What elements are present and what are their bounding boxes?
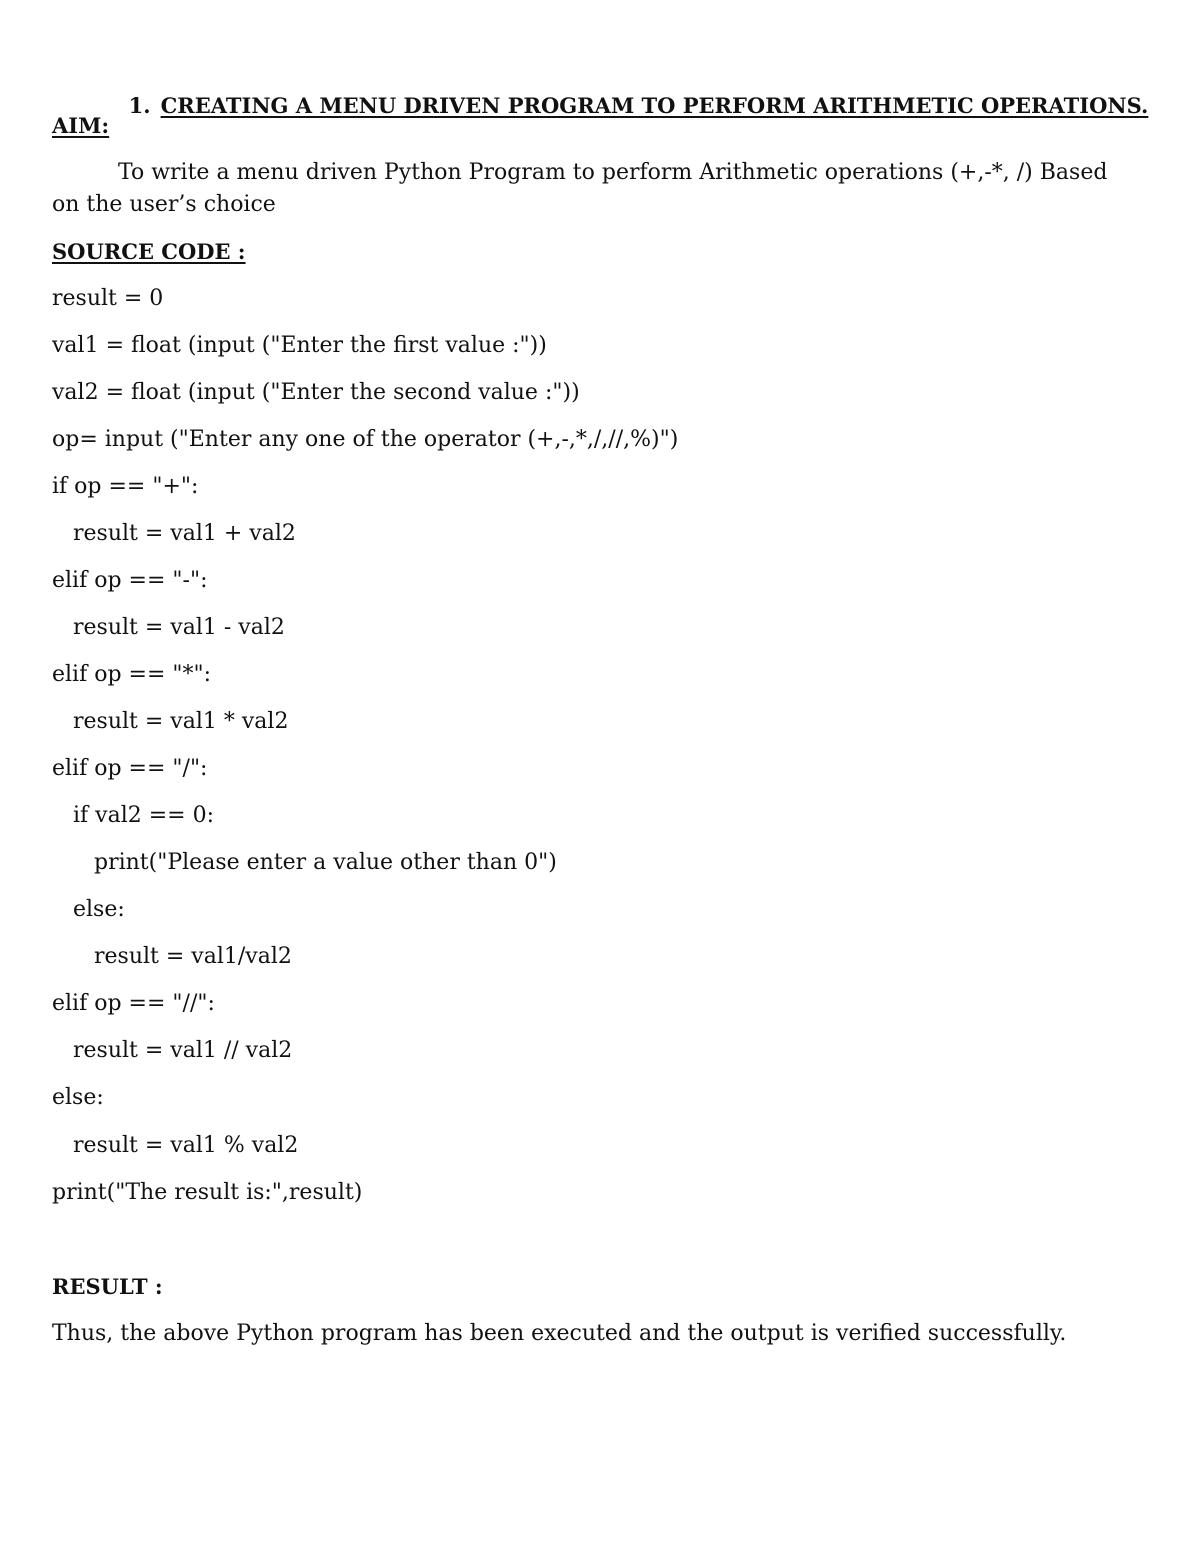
code-line: result = val1 * val2 — [73, 709, 289, 734]
result-text: Thus, the above Python program has been executed and the output is verified successfully. — [52, 1321, 1067, 1346]
title-number: 1. — [128, 93, 151, 118]
code-line: print("The result is:",result) — [52, 1180, 363, 1205]
aim-text-line-2: on the user’s choice — [52, 192, 276, 217]
code-line: result = val1 - val2 — [73, 615, 285, 640]
code-line: val1 = float (input ("Enter the first value :")) — [52, 333, 547, 358]
aim-text-line-1: To write a menu driven Python Program to perform Arithmetic operations (+,-*, /) Based — [118, 160, 1108, 185]
code-line: else: — [52, 1085, 104, 1110]
code-line: else: — [73, 897, 125, 922]
result-heading: RESULT : — [52, 1274, 163, 1299]
source-code-heading: SOURCE CODE : — [52, 239, 246, 264]
code-line: elif op == "-": — [52, 568, 208, 593]
document-title — [114, 64, 1148, 120]
aim-heading: AIM: — [52, 113, 110, 138]
code-line: if op == "+": — [52, 474, 199, 499]
code-line: if val2 == 0: — [73, 803, 215, 828]
code-line: elif op == "/": — [52, 756, 208, 781]
code-line: result = val1 // val2 — [73, 1038, 293, 1063]
code-line: result = val1 % val2 — [73, 1133, 299, 1158]
title-text: CREATING A MENU DRIVEN PROGRAM TO PERFORM ARITHMETIC OPERATIONS. — [160, 93, 1149, 118]
code-line: result = val1 + val2 — [73, 521, 296, 546]
code-line: op= input ("Enter any one of the operator (+,-,*,/,//,%)") — [52, 427, 679, 452]
code-line: val2 = float (input ("Enter the second value :")) — [52, 380, 580, 405]
code-line: result = 0 — [52, 286, 164, 311]
code-line: elif op == "//": — [52, 991, 215, 1016]
code-line: result = val1/val2 — [94, 944, 292, 969]
code-line: elif op == "*": — [52, 662, 212, 687]
code-line: print("Please enter a value other than 0") — [94, 850, 557, 875]
